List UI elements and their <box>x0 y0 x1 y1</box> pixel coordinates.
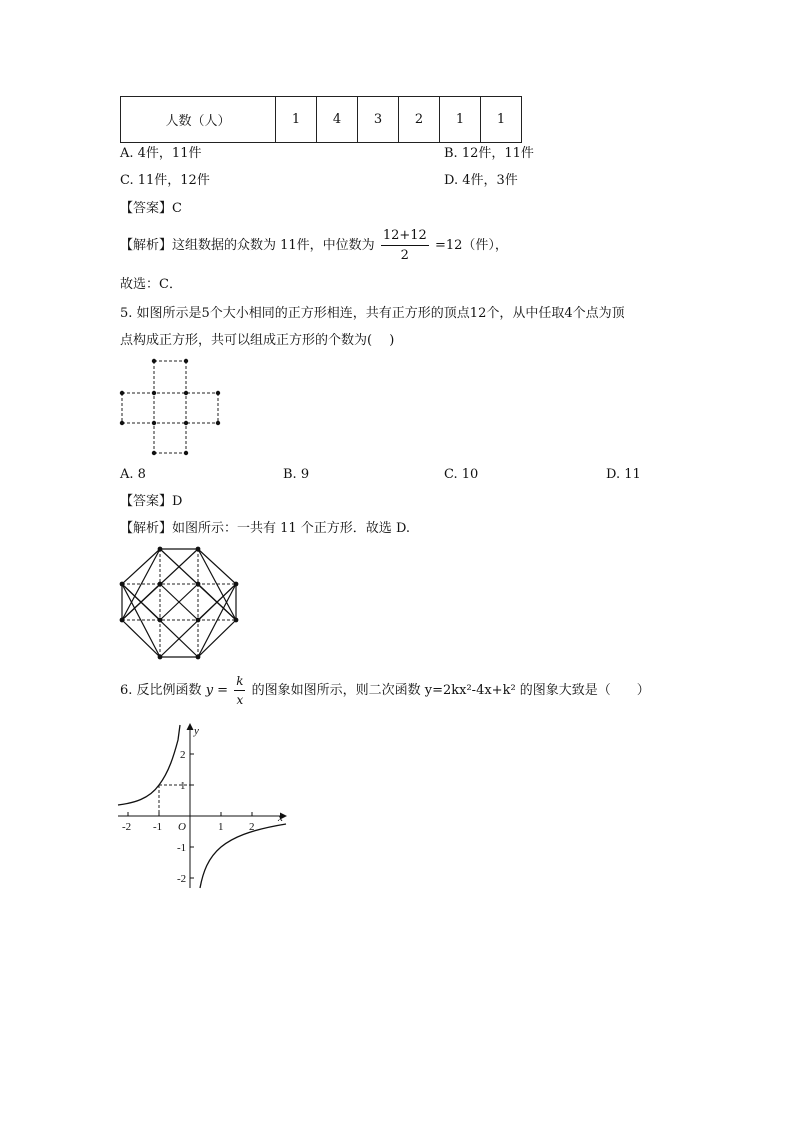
q4-conclusion: 故选：C． <box>120 277 182 292</box>
q4-option-a: A. 4件，11件 <box>120 146 202 161</box>
q4-analysis <box>120 228 508 263</box>
median-fraction <box>381 228 429 263</box>
table-cell: 3 <box>358 97 399 143</box>
q5-option-a: A. 8 <box>120 467 146 482</box>
q5-stem-line1: 5. 如图所示是5个大小相同的正方形相连，共有正方形的顶点12个，从中任取4个点为顶 <box>120 306 625 321</box>
q5-answer: 【答案】D <box>120 494 183 509</box>
y-axis-label: y <box>194 725 199 737</box>
y-tick-label: 2 <box>180 749 186 761</box>
y-tick-label: -2 <box>177 873 187 885</box>
table-cell: 1 <box>440 97 481 143</box>
fraction-numerator: 12+12 <box>381 228 429 246</box>
q5-analysis: 【解析】如图所示：一共有 11 个正方形．故选 D. <box>120 521 411 536</box>
q4-option-c: C. 11件，12件 <box>120 173 210 188</box>
q5-option-b: B. 9 <box>283 467 310 482</box>
frequency-table <box>120 96 522 143</box>
q5-option-d: D. 11 <box>606 467 641 482</box>
y-tick-label: 1 <box>180 780 186 792</box>
q5-stem-line2: 点构成正方形，共可以组成正方形的个数为( ) <box>120 333 395 348</box>
table-cell: 1 <box>276 97 317 143</box>
table-cell: 4 <box>317 97 358 143</box>
function-lhs: y = <box>205 683 229 698</box>
analysis-text-end: =12（件）， <box>434 238 508 253</box>
table-cell: 1 <box>481 97 522 143</box>
analysis-text: 【解析】这组数据的众数为 11件，中位数为 <box>120 238 375 253</box>
table-cell: 2 <box>399 97 440 143</box>
squares-solution-figure <box>114 542 244 666</box>
function-fraction <box>234 674 245 707</box>
hyperbola-left-branch <box>118 725 180 805</box>
origin-label: O <box>178 821 186 833</box>
q4-option-d: D. 4件，3件 <box>444 173 518 188</box>
x-tick-label: -2 <box>122 821 132 833</box>
q5-option-c: C. 10 <box>444 467 479 482</box>
q6-stem-end: 的图象如图所示，则二次函数 y=2kx²-4x+k² 的图象大致是（ ） <box>251 683 650 698</box>
inverse-function-graph <box>114 720 294 890</box>
q4-answer: 【答案】C <box>120 201 182 216</box>
x-tick-label: 1 <box>218 821 224 833</box>
cross-squares-figure <box>114 355 226 459</box>
x-axis-label: x <box>278 812 283 824</box>
q6-stem-start: 6. 反比例函数 <box>120 683 202 698</box>
table-row <box>121 97 522 143</box>
q4-option-b: B. 12件，11件 <box>444 146 534 161</box>
fraction-denominator: 2 <box>400 248 409 263</box>
x-tick-label: 2 <box>249 821 255 833</box>
table-header-cell: 人数（人） <box>121 97 276 143</box>
function-denominator: x <box>236 693 244 707</box>
y-tick-label: -1 <box>177 842 187 854</box>
hyperbola-right-branch <box>200 824 286 888</box>
function-numerator: k <box>234 674 245 691</box>
q6-stem <box>120 674 650 707</box>
x-tick-label: -1 <box>153 821 163 833</box>
